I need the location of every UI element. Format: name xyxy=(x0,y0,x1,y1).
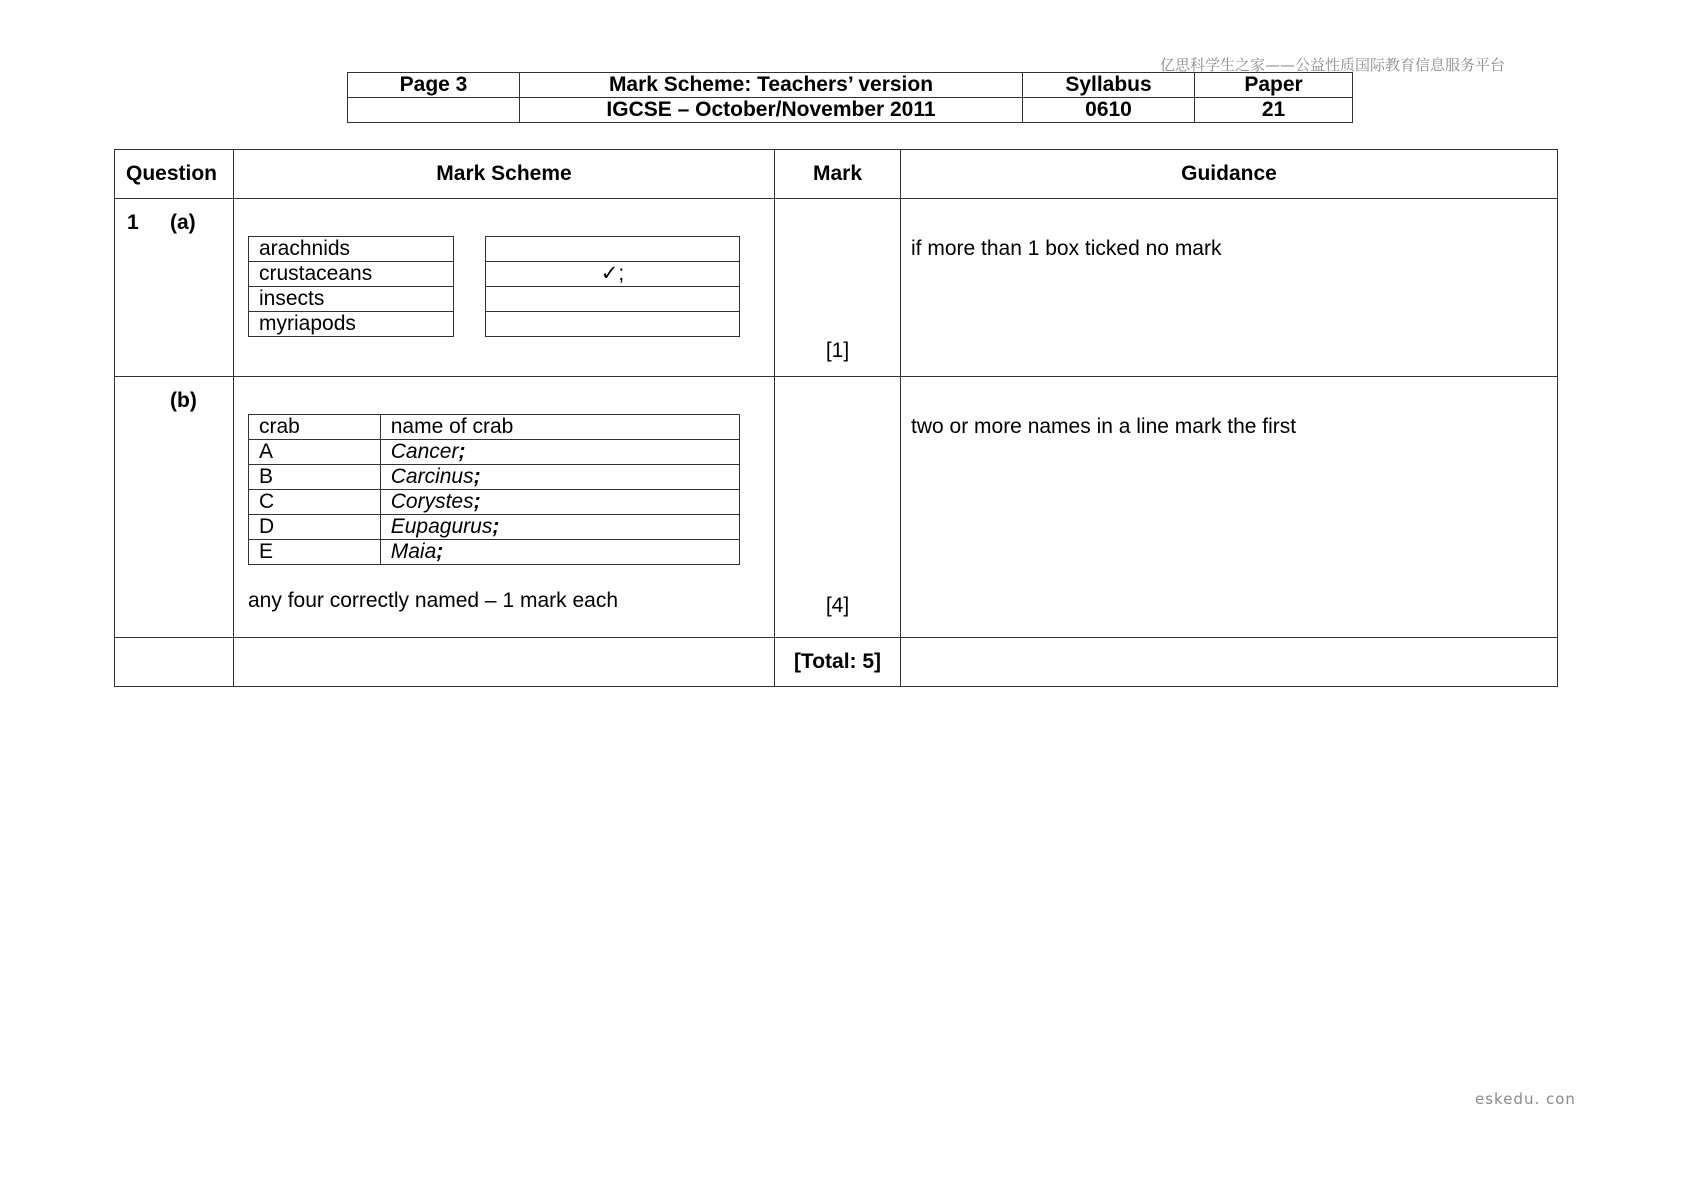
column-header-question: Question xyxy=(115,150,234,199)
mark-value: [4] xyxy=(825,594,850,617)
guidance-text: if more than 1 box ticked no mark xyxy=(911,237,1222,260)
mark-value: [1] xyxy=(825,339,850,362)
option-item: crustaceans xyxy=(249,262,454,287)
guidance-cell-1a xyxy=(901,199,1558,377)
options-table xyxy=(248,236,454,337)
total-empty-cell xyxy=(901,638,1558,687)
tick-box xyxy=(486,312,740,337)
table-row xyxy=(249,515,740,540)
header-paper-value: 21 xyxy=(1195,98,1353,123)
column-header-scheme: Mark Scheme xyxy=(234,150,775,199)
table-row xyxy=(115,638,1558,687)
mark-point-semicolon: ; xyxy=(458,440,466,463)
mark-point-semicolon: ; xyxy=(436,540,444,563)
option-item: myriapods xyxy=(249,312,454,337)
crab-letter: E xyxy=(249,540,381,565)
question-part: (a) xyxy=(170,211,196,234)
watermark-top: 亿思科学生之家——公益性质国际教育信息服务平台 xyxy=(1160,56,1506,74)
total-mark: [Total: 5] xyxy=(775,638,901,687)
total-empty-cell xyxy=(234,638,775,687)
table-row xyxy=(115,199,1558,377)
crab-name xyxy=(380,515,739,540)
header-syllabus-label: Syllabus xyxy=(1023,73,1195,98)
tick-box xyxy=(486,287,740,312)
crab-name xyxy=(380,540,739,565)
option-item: insects xyxy=(249,287,454,312)
table-row xyxy=(249,440,740,465)
option-item: arachnids xyxy=(249,237,454,262)
table-row xyxy=(249,415,740,440)
crab-names-table xyxy=(248,414,740,565)
total-empty-cell xyxy=(115,638,234,687)
table-header-name: name of crab xyxy=(380,415,739,440)
header-subtitle: IGCSE – October/November 2011 xyxy=(520,98,1023,123)
header-title: Mark Scheme: Teachers’ version xyxy=(520,73,1023,98)
tick-box xyxy=(486,237,740,262)
tick-box-checked: ✓; xyxy=(486,262,740,287)
crab-letter: A xyxy=(249,440,381,465)
mark-scheme-table xyxy=(114,149,1558,687)
table-row xyxy=(249,540,740,565)
crab-name xyxy=(380,440,739,465)
header-paper-label: Paper xyxy=(1195,73,1353,98)
crab-name-text: Eupagurus xyxy=(390,515,493,538)
question-number: 1 xyxy=(127,211,139,234)
crab-name-text: Cancer xyxy=(390,440,459,463)
mark-cell-1a xyxy=(775,199,901,377)
crab-name-text: Corystes xyxy=(390,490,474,513)
mark-point-semicolon: ; xyxy=(473,465,481,488)
scheme-cell-1b xyxy=(234,377,775,638)
question-cell-1b xyxy=(115,377,234,638)
table-row xyxy=(249,490,740,515)
header-empty-cell xyxy=(348,98,520,123)
crab-name-text: Maia xyxy=(390,540,437,563)
crab-name xyxy=(380,465,739,490)
crab-name-text: Carcinus xyxy=(390,465,474,488)
watermark-bottom: eskedu. con xyxy=(1475,1090,1576,1108)
question-part: (b) xyxy=(170,389,197,412)
crab-letter: C xyxy=(249,490,381,515)
header-page: Page 3 xyxy=(348,73,520,98)
mark-point-semicolon: ; xyxy=(492,515,500,538)
table-row xyxy=(249,465,740,490)
guidance-cell-1b xyxy=(901,377,1558,638)
table-row xyxy=(115,377,1558,638)
crab-name xyxy=(380,490,739,515)
mark-point-semicolon: ; xyxy=(473,490,481,513)
header-table xyxy=(347,72,1353,123)
crab-letter: B xyxy=(249,465,381,490)
table-header-crab: crab xyxy=(249,415,381,440)
mark-cell-1b xyxy=(775,377,901,638)
scheme-cell-1a xyxy=(234,199,775,377)
guidance-text: two or more names in a line mark the first xyxy=(911,415,1297,438)
question-cell-1a xyxy=(115,199,234,377)
crab-letter: D xyxy=(249,515,381,540)
column-header-guidance: Guidance xyxy=(901,150,1558,199)
column-header-mark: Mark xyxy=(775,150,901,199)
scheme-note: any four correctly named – 1 mark each xyxy=(248,589,619,612)
header-syllabus-value: 0610 xyxy=(1023,98,1195,123)
tick-boxes-table xyxy=(485,236,740,337)
